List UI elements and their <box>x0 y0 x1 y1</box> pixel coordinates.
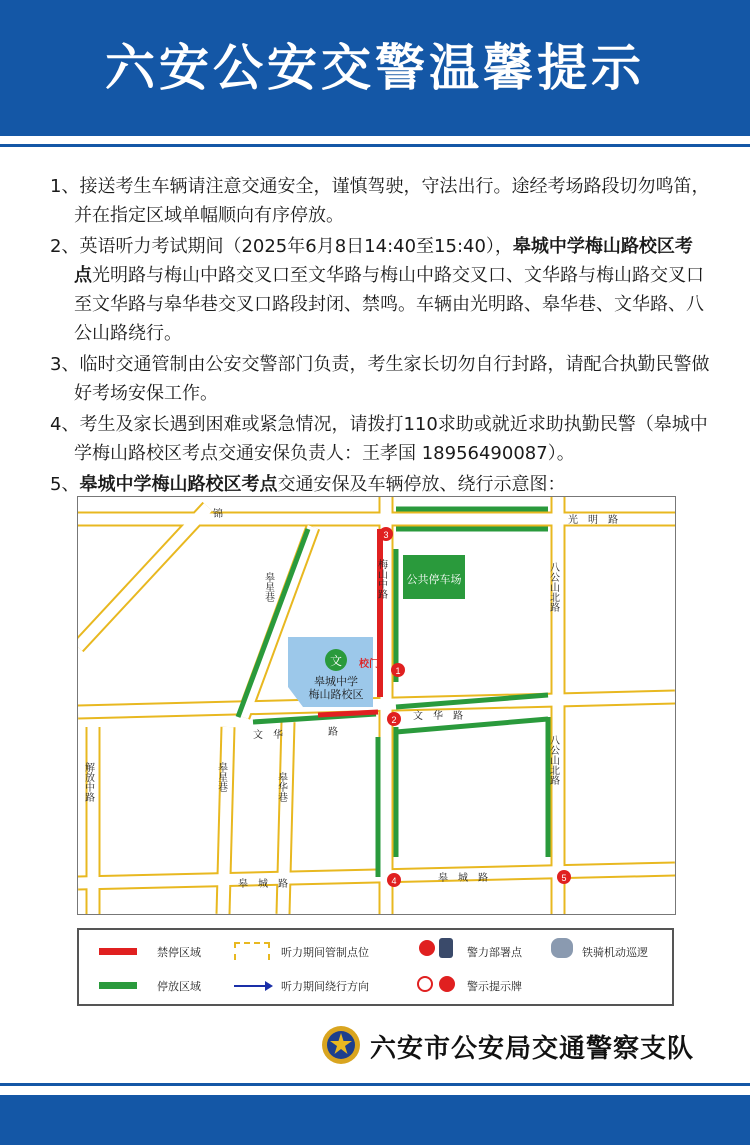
road-label-bagongshan-north: 八公山北路 <box>547 562 559 612</box>
svg-text:文: 文 <box>329 654 343 668</box>
arrow-head-icon <box>265 981 273 991</box>
motorcycle-patrol-icon <box>551 938 573 958</box>
legend-no-parking: 禁停区域 <box>157 946 201 959</box>
road-label-meishan: 梅山中路 <box>375 559 387 599</box>
road-label-ming: 锦 <box>213 509 223 520</box>
legend-motorcycle: 铁骑机动巡逻 <box>582 946 648 959</box>
notice-item-1: 1、接送考生车辆请注意交通安全，谨慎驾驶，守法出行。途经考场路段切勿鸣笛，并在指定区域单幅顺向有序停放。 <box>50 176 710 226</box>
school-name-2: 梅山路校区 <box>308 689 364 701</box>
no-entry-sign-icon <box>439 976 455 992</box>
exam-site-name: 皋城中学梅山路校区考点 <box>74 236 693 286</box>
svg-text:3: 3 <box>383 530 389 540</box>
exam-site-name: 皋城中学梅山路校区考点 <box>79 474 278 495</box>
notice-item-3: 3、临时交通管制由公安交警部门负责，考生家长切勿自行封路，请配合执勤民警做好考场安保工作。 <box>50 354 710 404</box>
notice-item-4: 4、考生及家长遇到困难或紧急情况，请拨打110求助或就近求助执勤民警（皋城中学梅山路校区考点交通安保负责人：王孝国 18956490087）。 <box>50 414 708 464</box>
road-label-gaoxing-north: 皋星巷 <box>262 572 274 602</box>
svg-text:5: 5 <box>561 873 567 883</box>
police-emblem-icon <box>320 1024 362 1066</box>
svg-text:1: 1 <box>395 666 401 676</box>
notice-text <box>50 172 710 501</box>
notice-item-2: 2、英语听力考试期间（2025年6月8日14:40至15:40），皋城中学梅山路校区考点光明路与梅山中路交叉口至文华路与梅山中路交叉口、文华路与梅山路交叉口至文华路与皋华巷交叉口路段封闭、禁鸣。车辆由光明路、皋华巷、文华路、八公山路绕行。 <box>50 236 704 344</box>
no-horn-sign-icon <box>417 976 433 992</box>
road-label-wenhua-west2: 路 <box>328 727 338 738</box>
road-label-gaocheng-west: 皋 城 路 <box>238 879 288 890</box>
control-point-icon <box>234 942 270 960</box>
bottom-band <box>0 1095 750 1145</box>
no-parking-zone <box>318 712 378 715</box>
police-post-icon <box>419 940 435 956</box>
divider-line <box>0 144 750 147</box>
road-label-gaoxing: 皋星巷 <box>215 762 227 792</box>
svg-text:4: 4 <box>391 876 397 886</box>
legend-control-point: 听力期间管制点位 <box>281 946 369 959</box>
road-label-gaohua: 皋华巷 <box>275 772 287 802</box>
police-officer-icon <box>439 938 453 958</box>
legend-detour: 听力期间绕行方向 <box>281 980 369 993</box>
road-label-jiefang: 解放中路 <box>82 762 94 802</box>
map-legend <box>77 928 674 1006</box>
legend-parking: 停放区域 <box>157 980 201 993</box>
road-label-gaocheng-east: 皋 城 路 <box>438 873 488 884</box>
legend-police-post: 警力部署点 <box>467 946 522 959</box>
traffic-map <box>77 496 676 915</box>
parking-swatch <box>99 982 137 989</box>
parking-lot-label: 公共停车场 <box>406 574 462 586</box>
svg-text:2: 2 <box>391 715 397 725</box>
road-label-wenhua-east: 文 华 路 <box>413 711 463 722</box>
school-gate-label: 校门 <box>359 659 379 670</box>
legend-warning-sign: 警示提示牌 <box>467 980 522 993</box>
detour-arrow-icon <box>234 985 268 987</box>
page-title: 六安公安交警温馨提示 <box>105 39 645 97</box>
school-name-1: 皋城中学 <box>314 676 358 688</box>
org-name: 六安市公安局交通警察支队 <box>370 1034 695 1064</box>
map-svg <box>78 497 675 914</box>
road-label-wenhua-west: 文 华 <box>253 730 283 741</box>
divider-line <box>0 1083 750 1086</box>
road-label-bagongshan-south: 八公山北路 <box>547 735 559 785</box>
road-label-guangming: 光 明 路 <box>568 515 618 526</box>
no-parking-swatch <box>99 948 137 955</box>
header-banner <box>0 0 750 136</box>
notice-item-5: 5、皋城中学梅山路校区考点交通安保及车辆停放、绕行示意图： <box>50 474 566 495</box>
